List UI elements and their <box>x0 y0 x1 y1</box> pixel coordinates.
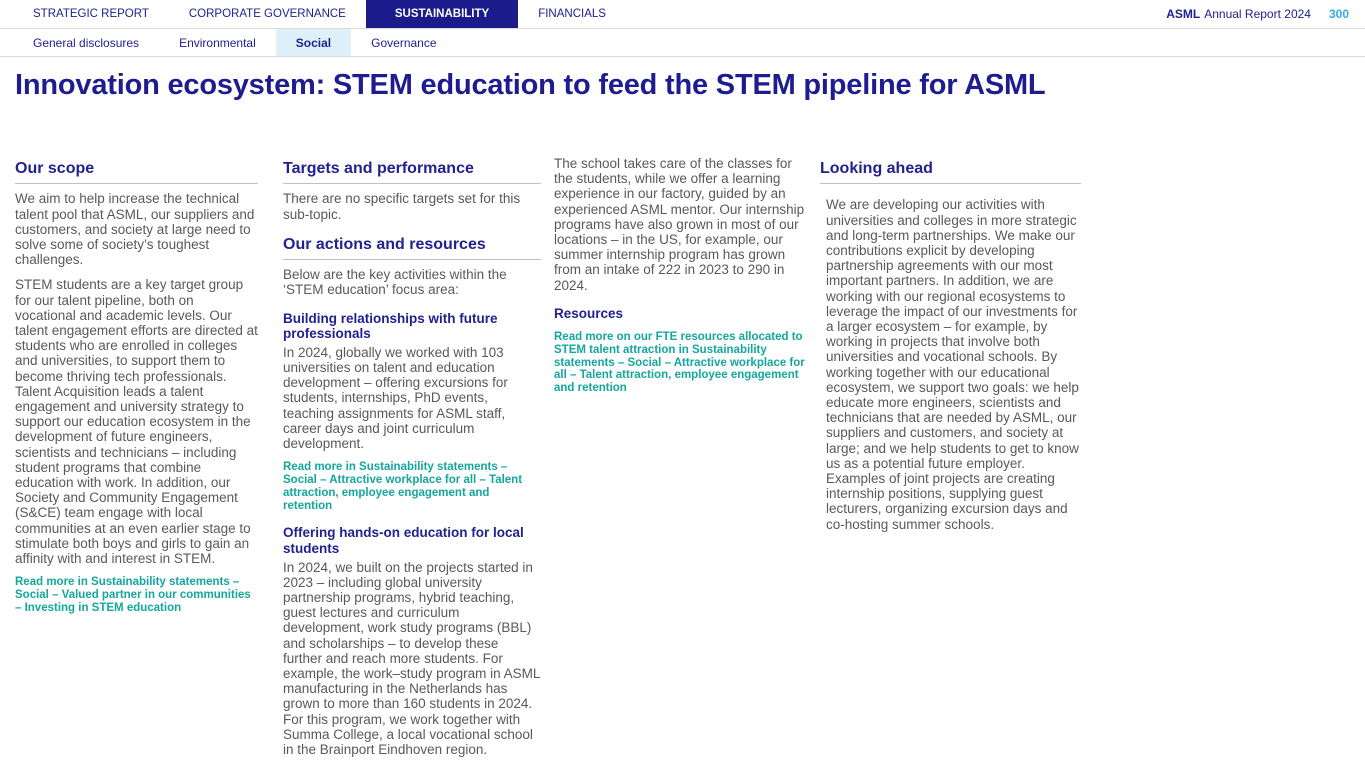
top-nav-items <box>13 0 626 28</box>
column-targets-actions <box>283 160 541 767</box>
actions-sub-paragraph-1: In 2024, globally we worked with 103 universities on talent and education development – offering excursions for students, internships, PhD events, teaching assignments for ASML staff, career days and joint curriculum development. <box>283 344 508 452</box>
looking-ahead-paragraph: We are developing our activities with universities and colleges in more strategic and long-term partnerships. We make our contributions explicit by developing partnership agreements with our most important partners. In addition, we are working with our regional ecosystems to leverage the impact of our investments for a larger ecosystem – for example, by working in projects that involve both universities and vocational schools. By working together with our educational ecosystem, we support two goals: we help educate more engineers, scientists and technicians that are needed by ASML, our suppliers and customers, and society at large; and we help students to get to know us as a potential future employer. Examples of joint projects are creating internship positions, supplying guest lecturers, organizing excursion days and co-hosting summer schools. <box>826 197 1079 532</box>
actions-sub-heading-2: Offering hands-on education for local students <box>283 525 524 556</box>
actions-sub-paragraph-2: In 2024, we built on the projects started in 2023 – including global university partnership programs, hybrid teaching, guest lectures and curriculum development, work study programs (BBL) and scholarships – to develop these further and reach more students. For example, the work–study program in ASML manufacturing in the Netherlands has grown to more than 160 students in 2024. For this program, we work together with Summa College, a local vocational school in the Brainport Eindhoven region. <box>283 559 540 758</box>
read-more-link-talent-attraction[interactable]: Read more in Sustainability statements – Social – Attractive workplace for all – Talent attraction, employee engagement and retention <box>283 461 523 512</box>
tab-social[interactable]: Social <box>276 29 351 56</box>
our-scope-paragraph-1: We aim to help increase the technical talent pool that ASML, our suppliers and customers, and society at large need to solve some of society’s toughest challenges. <box>15 191 255 268</box>
column-our-scope <box>15 160 258 625</box>
tab-sustainability[interactable]: SUSTAINABILITY <box>366 0 518 28</box>
tab-governance[interactable]: Governance <box>371 35 437 50</box>
column-looking-ahead <box>820 160 1081 542</box>
brand-logo-text: ASML <box>1166 7 1201 21</box>
resources-heading: Resources <box>554 305 624 321</box>
tab-corporate-governance[interactable]: CORPORATE GOVERNANCE <box>188 8 346 20</box>
our-scope-paragraph-2: STEM students are a key target group for our talent pipeline, both on vocational and academic levels. Our talent engagement efforts are directed at students who are enrolled in colleges and universities, to support them to become thriving tech professionals. Talent Acquisition leads a talent engagement and university strategy to support our education ecosystem in the development of future engineers, scientists and technicians – including student programs that combine education with work. In addition, our Society and Community Engagement (S&CE) team engage with local communities at an even earlier stage to stimulate both boys and girls to gain an affinity with and interest in STEM. <box>15 277 258 567</box>
sub-navigation <box>0 29 1365 57</box>
actions-sub-heading-1: Building relationships with future professionals <box>283 310 498 341</box>
targets-paragraph: There are no specific targets set for this sub-topic. <box>283 191 521 222</box>
our-scope-heading: Our scope <box>15 160 258 184</box>
page-title: Innovation ecosystem: STEM education to feed the STEM pipeline for ASML <box>15 69 1046 101</box>
tab-general-disclosures[interactable]: General disclosures <box>33 35 140 50</box>
targets-heading: Targets and performance <box>283 160 541 184</box>
report-title: Annual Report 2024 <box>1204 7 1311 21</box>
article-content <box>0 156 1365 769</box>
tab-financials[interactable]: FINANCIALS <box>538 8 606 20</box>
actions-continuation-paragraph: The school takes care of the classes for the students, while we offer a learning experience in our factory, guided by an experienced ASML mentor. Our internship programs have also grown in most of our locations – in the US, for example, our summer internship program has grown from an intake of 222 in 2023 to 290 in 2024. <box>554 156 805 293</box>
tab-strategic-report[interactable]: STRATEGIC REPORT <box>33 8 149 20</box>
read-more-link-stem-education[interactable]: Read more in Sustainability statements – Social – Valued partner in our communities – Investing in STEM education <box>15 576 251 614</box>
column-continuation-resources <box>554 156 810 405</box>
actions-heading: Our actions and resources <box>283 236 541 260</box>
report-header-right <box>1166 0 1365 28</box>
read-more-link-fte-resources[interactable]: Read more on our FTE resources allocated to STEM talent attraction in Sustainability statements – Social – Attractive workplace for all – Talent attraction, employee engagement and retention <box>554 330 805 395</box>
tab-environmental[interactable]: Environmental <box>179 35 256 50</box>
actions-intro-paragraph: Below are the key activities within the ‘STEM education’ focus area: <box>283 267 507 298</box>
sub-nav-items <box>13 29 457 56</box>
page-number: 300 <box>1328 7 1349 21</box>
top-navigation <box>0 0 1365 29</box>
looking-ahead-heading: Looking ahead <box>820 160 1081 184</box>
